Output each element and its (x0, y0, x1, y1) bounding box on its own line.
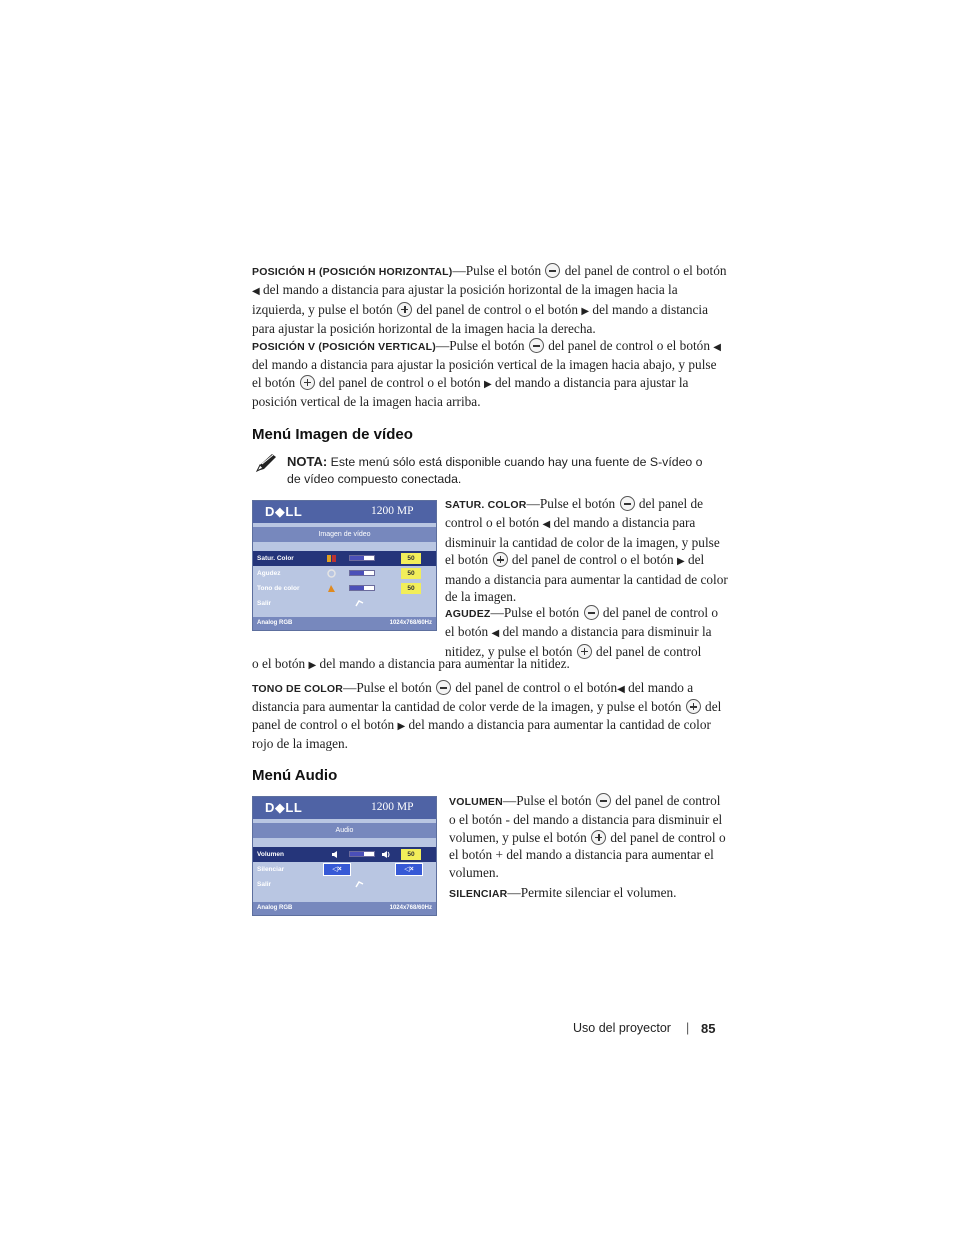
left-arrow-icon: ◀ (617, 684, 625, 695)
exit-icon (355, 599, 364, 608)
right-arrow-icon: ▶ (308, 660, 317, 671)
right-arrow-icon: ▶ (483, 378, 492, 390)
footer-separator: | (686, 1021, 690, 1035)
osd-row-silenciar: Silenciar ◁× ◁× (253, 862, 436, 877)
osd-row-salir: Salir (253, 596, 436, 611)
osd-bar (349, 570, 375, 576)
note-label: NOTA: (287, 454, 328, 469)
left-arrow-icon: ◀ (542, 519, 551, 531)
volumen-term: VOLUMEN (449, 796, 503, 808)
osd-row-salir: Salir (253, 877, 436, 892)
osd-audio-menu (252, 796, 437, 916)
osd-bar (349, 585, 375, 591)
satur-term: SATUR. COLOR (445, 499, 527, 511)
posicion-h-term: POSICIÓN H (POSICIÓN HORIZONTAL) (252, 266, 453, 278)
posicion-v-paragraph: POSICIÓN V (POSICIÓN VERTICAL)—Pulse el botón del panel de control o el botón ◀ del mando a distancia para ajustar la posición vertical de la imagen hacia abajo, y pulse el botón del panel de control o el botón ▶ del mando a distancia para ajustar la posición vertical de la imagen hacia arriba. (252, 338, 721, 410)
speaker-up-icon (381, 850, 390, 859)
page-number: 85 (701, 1021, 716, 1036)
plus-button-icon (397, 302, 412, 317)
plus-button-icon (686, 699, 701, 714)
mute-off-icon: ◁× (323, 863, 351, 876)
minus-button-icon (620, 496, 635, 511)
right-arrow-icon: ▶ (676, 556, 685, 568)
satur-paragraph: SATUR. COLOR—Pulse el botón del panel de control o el botón ◀ del mando a distancia para disminuir la cantidad de color de la imagen, y pulse el botón del panel de control o el botón ▶ del mando a distancia para aumentar la cantidad de color de la imagen. (445, 496, 728, 605)
section-heading-video: Menú Imagen de vídeo (252, 426, 413, 443)
tint-icon (327, 584, 336, 593)
dell-logo: D◆LL (265, 800, 303, 815)
right-arrow-icon: ▶ (581, 305, 590, 317)
tono-term: TONO DE COLOR (252, 683, 344, 695)
agudez-paragraph: AGUDEZ—Pulse el botón del panel de control o el botón ◀ del mando a distancia para disminuir la nitidez, y pulse el botón del panel de control (445, 605, 719, 659)
note: NOTA: Este menú sólo está disponible cuando hay una fuente de S-vídeo o de vídeo compuesto conectada. (287, 454, 703, 486)
osd-row-agudez: Agudez 50 (253, 566, 436, 581)
osd-row-satur: Satur. Color 50 (253, 551, 436, 566)
sharpness-icon (327, 569, 336, 578)
mute-on-icon: ◁× (395, 863, 423, 876)
left-arrow-icon: ◀ (491, 628, 500, 640)
footer-section: Uso del proyector (573, 1021, 671, 1035)
osd-row-tono: Tono de color 50 (253, 581, 436, 596)
right-arrow-icon: ▶ (397, 720, 406, 732)
silenciar-term: SILENCIAR (449, 888, 508, 900)
osd-row-volumen: Volumen 50 (253, 847, 436, 862)
exit-icon (355, 880, 364, 889)
silenciar-paragraph: SILENCIAR—Permite silenciar el volumen. (449, 885, 677, 900)
osd-title: Imagen de vídeo (253, 527, 436, 542)
note-pencil-icon (255, 453, 277, 473)
minus-button-icon (545, 263, 560, 278)
osd-model: 1200 MP (371, 505, 414, 517)
volumen-paragraph: VOLUMEN—Pulse el botón del panel de control o el botón - del mando a distancia para disminuir el volumen, y pulse el botón del panel de control o el botón + del mando a distancia para aumentar el volumen. (449, 793, 726, 880)
left-arrow-icon: ◀ (713, 342, 721, 353)
osd-footer: Analog RGB 1024x768/60Hz (253, 617, 436, 630)
osd-bar (349, 851, 375, 857)
agudez-paragraph-cont: o el botón ▶ del mando a distancia para aumentar la nitidez. (252, 656, 570, 671)
posicion-h-paragraph: POSICIÓN H (POSICIÓN HORIZONTAL)—Pulse el botón del panel de control o el botón ◀ del mando a distancia para ajustar la posición horizontal de la imagen hacia la izquierda, y pulse el botón del panel de control o el botón ▶ del mando a distancia para ajustar la posición horizontal de la imagen hacia la derecha. (252, 263, 727, 337)
plus-button-icon (493, 552, 508, 567)
minus-button-icon (436, 680, 451, 695)
osd-title: Audio (253, 823, 436, 838)
plus-button-icon (300, 375, 315, 390)
minus-button-icon (529, 338, 544, 353)
tono-paragraph: TONO DE COLOR—Pulse el botón del panel de control o el botón◀ del mando a distancia para aumentar la cantidad de color verde de la imagen, y pulse el botón del panel de control o el botón ▶ del mando a distancia para aumentar la cantidad de color rojo de la imagen. (252, 680, 722, 752)
osd-footer: Analog RGB 1024x768/60Hz (253, 902, 436, 915)
section-heading-audio: Menú Audio (252, 767, 338, 784)
osd-video-menu (252, 500, 437, 631)
osd-model: 1200 MP (371, 801, 414, 813)
minus-button-icon (596, 793, 611, 808)
speaker-down-icon (331, 850, 340, 859)
osd-bar (349, 555, 375, 561)
left-arrow-icon: ◀ (252, 286, 260, 298)
plus-button-icon (591, 830, 606, 845)
posicion-v-term: POSICIÓN V (POSICIÓN VERTICAL) (252, 341, 436, 353)
minus-button-icon (584, 605, 599, 620)
color-icon (327, 554, 336, 563)
dell-logo: D◆LL (265, 504, 303, 519)
agudez-term: AGUDEZ (445, 608, 491, 620)
